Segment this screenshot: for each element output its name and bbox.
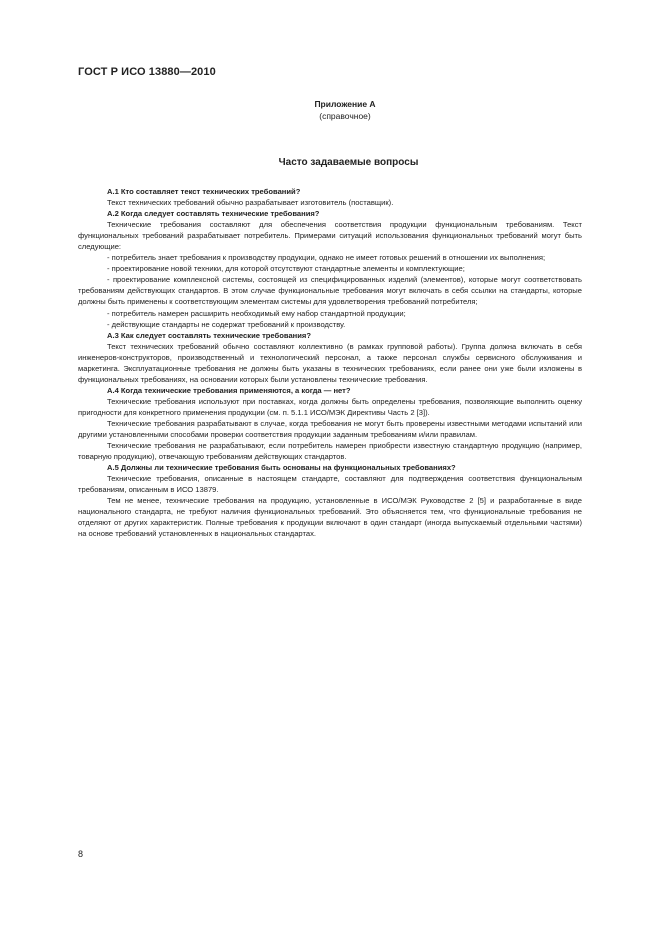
question-heading-a3: A.3 Как следует составлять технические требования? xyxy=(107,330,311,340)
section-title xyxy=(0,157,661,168)
answer-paragraph: Технические требования используют при поставках, когда должны быть определены требования, позволяющие выполнить оценку пригодности для конкретного применения продукции (см. п. 5.1.1 ИСО/МЭК Директивы Часть 2 [3]). xyxy=(78,396,582,417)
answer-paragraph: Технические требования не разрабатывают, если потребитель намерен приобрести известную стандартную продукцию (например, товарную продукцию), отвечающую требованиям действующих стандартов. xyxy=(78,441,582,462)
page-number: 8 xyxy=(78,849,84,859)
answer-paragraph: Технические требования, описанные в настоящем стандарте, составляют для подтверждения соответствия функциональным требованиям, описанным в ИСО 13879. xyxy=(78,474,582,495)
answer-paragraph: Тем не менее, технические требования на продукцию, установленные в ИСО/МЭК Руководстве 2 [5] и разработанные в виде национального стандарта, не требуют наличия функциональных требований. Это объясняется тем, что функциональные требования не отделяют от других характеристик. Полные требования к продукции включают в один стандарт (иногда выпускаемый отдельными частями) на основе требований установленных в национальных стандартах. xyxy=(78,496,582,539)
question-heading-a5: A.5 Должны ли технические требования быть основаны на функциональных требованиях? xyxy=(107,463,456,473)
answer-paragraph: Технические требования разрабатывают в случае, когда требования не могут быть проверены известными методами испытаний или другими установленными способами проверки соответствия продукции заданным требованиям и/или правилам. xyxy=(78,418,582,440)
list-item: - потребитель намерен расширить необходимый ему набор стандартной продукции; xyxy=(107,308,406,318)
annex-subtitle: (справочное) xyxy=(319,110,371,121)
answer-paragraph: Технические требования составляют для обеспечения соответствия продукции функциональным требованиям. Текст функциональных требований разрабатывает потребитель. Примерами ситуаций использования функциональных требований могут быть следующие: xyxy=(78,220,582,252)
list-item: - проектирование новой техники, для которой отсутствуют стандартные элементы и комплектующие; xyxy=(107,264,465,274)
document-body xyxy=(78,186,582,540)
question-heading-a1: A.1 Кто составляет текст технических требований? xyxy=(107,187,301,196)
list-item: - проектирование комплексной системы, состоящей из специфицированных изделий (элементов), которые могут соответствовать требованиям действующих стандартов. В этом случае функциональные требования могут включать в себя ссылки на стандарты, которые должны быть применены к соответствующим элементам системы для удовлетворения требований потребителя; xyxy=(78,275,582,307)
question-heading-a2: A.2 Когда следует составлять технические требования? xyxy=(107,209,320,219)
list-item: - действующие стандарты не содержат требований к производству. xyxy=(107,319,346,329)
document-header-code: ГОСТ Р ИСО 13880—2010 xyxy=(78,66,216,78)
list-item: - потребитель знает требования к производству продукции, однако не имеет готовых решений в отношении их выполнения; xyxy=(107,253,546,263)
question-heading-a4: A.4 Когда технические требования применяются, а когда — нет? xyxy=(107,385,351,395)
annex-title: Приложение А xyxy=(314,99,376,109)
annex-label xyxy=(300,99,390,122)
answer-paragraph: Текст технических требований обычно разрабатывает изготовитель (поставщик). xyxy=(107,198,394,208)
answer-paragraph: Текст технических требований обычно составляют коллективно (в рамках групповой работы). Группа должна включать в себя инженеров-конструкторов, производственный и технологический персонал, а также персонал службы сервисного обслуживания и маркетинга. Эксплуатационные требования не должны быть указаны в технических требованиях, если ранее они уже были изложены в функциональных требованиях, на основании которых были установлены технические требования. xyxy=(78,341,582,384)
section-title-text: Часто задаваемые вопросы xyxy=(278,157,419,168)
